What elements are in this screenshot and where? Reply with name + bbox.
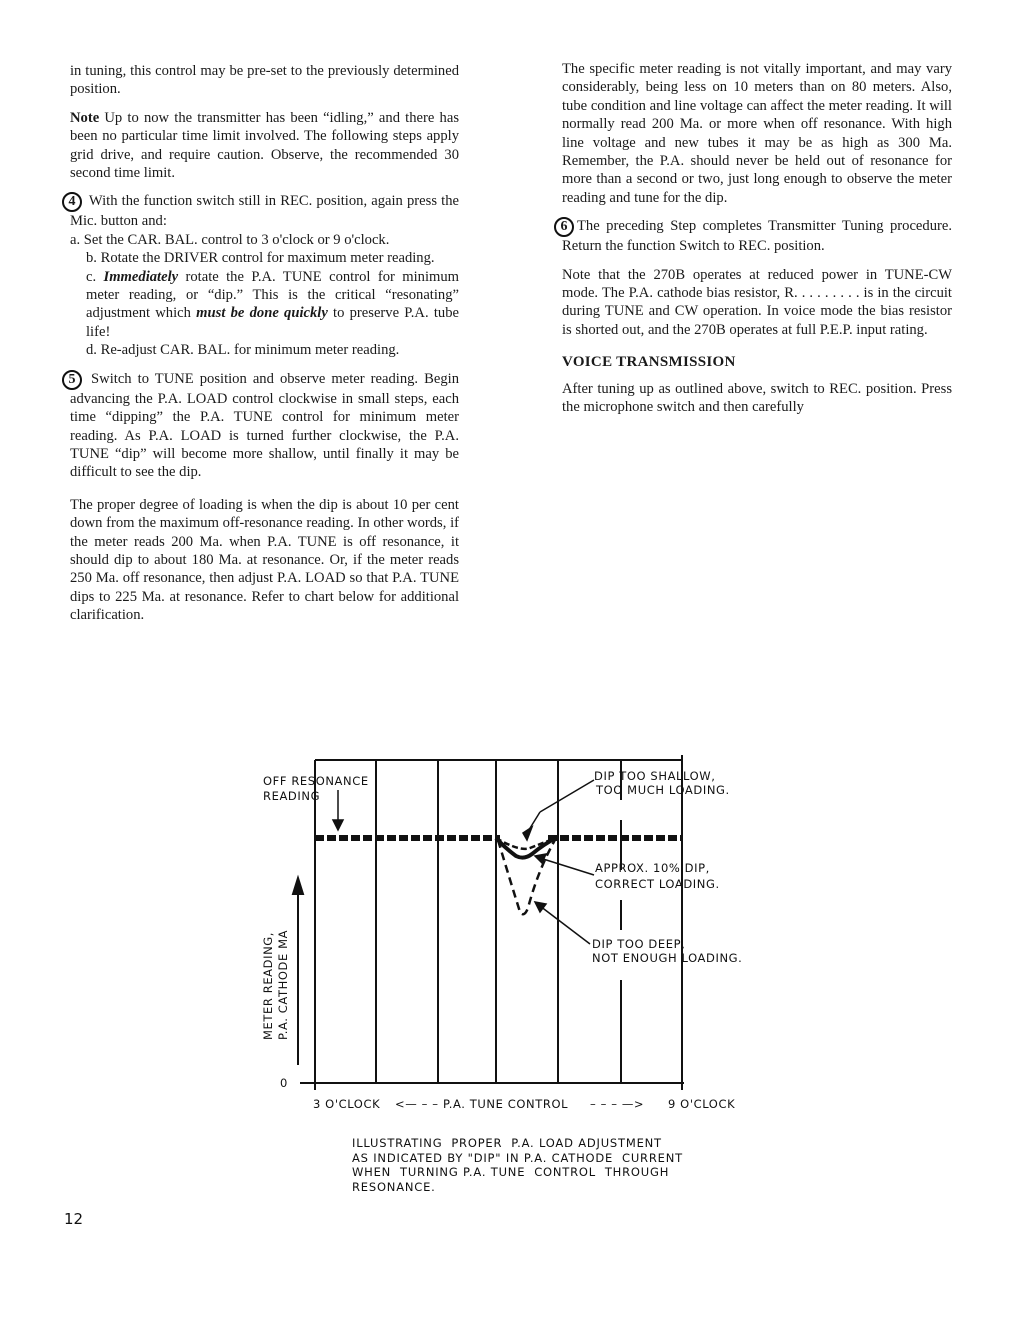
caption-line: RESONANCE.: [352, 1179, 436, 1194]
x-axis-right-label: 9 O'CLOCK: [668, 1097, 736, 1111]
section-heading-voice-transmission: VOICE TRANSMISSION: [562, 354, 736, 371]
label-deep-2: NOT ENOUGH LOADING.: [592, 951, 743, 965]
dip-too-shallow-curve: [496, 838, 556, 849]
step-4c: [70, 268, 459, 342]
label-shallow-1: DIP TOO SHALLOW,: [594, 769, 716, 783]
step-4c-prefix: c.: [86, 268, 104, 285]
left-column: [70, 62, 459, 635]
paragraph-voice: After tuning up as outlined above, switch to REC. position. Press the microphone switch and then carefully: [562, 380, 952, 416]
x-axis-right-arrow: – – – —>: [590, 1097, 645, 1111]
step-4c-emphasis: Immediately: [103, 268, 179, 285]
step-5-text: Switch to TUNE position and observe meter reading. Begin advancing the P.A. LOAD control clockwise in small steps, each time “dipping” the P.A. TUNE control for minimum meter reading. As P.A. LOAD is turned further clockwise, the P.A. TUNE “dip” will become more shallow, until finally it may be difficult to see the dip.: [70, 370, 459, 481]
step-6: [562, 217, 952, 255]
caption-line: ILLUSTRATING PROPER P.A. LOAD ADJUSTMENT: [352, 1136, 662, 1150]
y-axis-label-1: METER READING,: [261, 931, 275, 1040]
x-axis-left-label: 3 O'CLOCK: [313, 1097, 381, 1111]
step-4c-end: to preserve P.A. tube life!: [86, 305, 459, 340]
paragraph-reduced-power: Note that the 270B operates at reduced power in TUNE-CW mode. The P.A. cathode bias resistor, R. . . . . . . . . is in the circuit during TUNE and CW operation. In voice mode the bias resistor is shorted out, and the 270B operates at full P.E.P. input rating.: [562, 266, 952, 338]
step-4-text: With the function switch still in REC. position, again press the Mic. button and:: [70, 193, 459, 230]
step-6-text: The preceding Step completes Transmitter Tuning procedure. Return the function Switch to REC. position.: [562, 218, 952, 255]
label-shallow-2: TOO MUCH LOADING.: [596, 783, 730, 797]
annotation-arrows: [333, 780, 594, 944]
dip-curves: [496, 838, 556, 914]
right-column: [562, 60, 952, 427]
step-4-number-circle: 4: [62, 192, 82, 212]
step-4a: a. Set the CAR. BAL. control to 3 o'clock or 9 o'clock.: [70, 231, 390, 248]
label-off-resonance-2: READING: [263, 789, 321, 803]
step-5: [70, 370, 459, 482]
step-4c-text: rotate the P.A. TUNE control for minimum meter reading, or “dip.” This is the critical “resonating” adjustment which: [86, 268, 459, 322]
paragraph-preset: in tuning, this control may be pre-set to the previously determined position.: [70, 63, 459, 98]
note-text: Up to now the transmitter has been “idling,” and there has been no particular time limit involved. The following steps apply grid drive, and require caution. Observe, the recommended 30 second time limit.: [70, 109, 459, 182]
paragraph-loading: The proper degree of loading is when the dip is about 10 per cent down from the maximum off-resonance reading. In other words, if the meter reads 200 Ma. when P.A. TUNE is off resonance, it should dip to about 180 Ma. at resonance. Or, if the meter reads 250 Ma. off resonance, then adjust P.A. LOAD so that P.A. TUNE dips to 225 Ma. at resonance. Refer to chart below for additional clarification.: [70, 496, 459, 624]
x-axis-left-arrow: <— – –: [395, 1097, 439, 1111]
y-axis-zero: 0: [280, 1076, 288, 1090]
step-6-number-circle: 6: [554, 217, 574, 237]
caption-line: WHEN TURNING P.A. TUNE CONTROL THROUGH: [352, 1165, 670, 1179]
diagram-grid: [300, 755, 684, 1090]
step-4b: b. Rotate the DRIVER control for maximum meter reading.: [86, 250, 435, 267]
label-correct-1: APPROX. 10% DIP,: [595, 861, 710, 875]
y-axis-label-2: P.A. CATHODE MA: [276, 929, 290, 1040]
dip-too-deep-curve: [498, 838, 556, 914]
label-off-resonance-1: OFF RESONANCE: [263, 774, 369, 788]
diagram-caption: [352, 1136, 772, 1194]
step-5-number-circle: 5: [62, 370, 82, 390]
note-label: Note: [70, 109, 100, 126]
caption-line: AS INDICATED BY "DIP" IN P.A. CATHODE CURRENT: [352, 1150, 683, 1165]
dip-correct-curve: [496, 838, 556, 858]
step-4d: d. Re-adjust CAR. BAL. for minimum meter reading.: [86, 342, 400, 359]
paragraph-meter-reading: The specific meter reading is not vitally important, and may vary considerably, being less on 10 meters than on 80 meters. Also, tube condition and line voltage can affect the meter reading. It will normally read 200 Ma. or more when off resonance. With high line voltage and new tubes it may be as high as 300 Ma. Remember, the P.A. should never be held out of resonance for more than a second or two, just long enough to observe the meter reading and tune for the dip.: [562, 61, 952, 206]
label-correct-2: CORRECT LOADING.: [595, 877, 720, 891]
step-4: [70, 192, 459, 359]
page-number: 12: [64, 1210, 84, 1228]
note-paragraph: [70, 109, 459, 183]
y-axis-arrow: [293, 878, 303, 1065]
label-deep-1: DIP TOO DEEP,: [592, 937, 686, 951]
step-4c-emphasis-2: must be done quickly: [196, 305, 328, 322]
x-axis-middle-label: P.A. TUNE CONTROL: [443, 1097, 569, 1111]
